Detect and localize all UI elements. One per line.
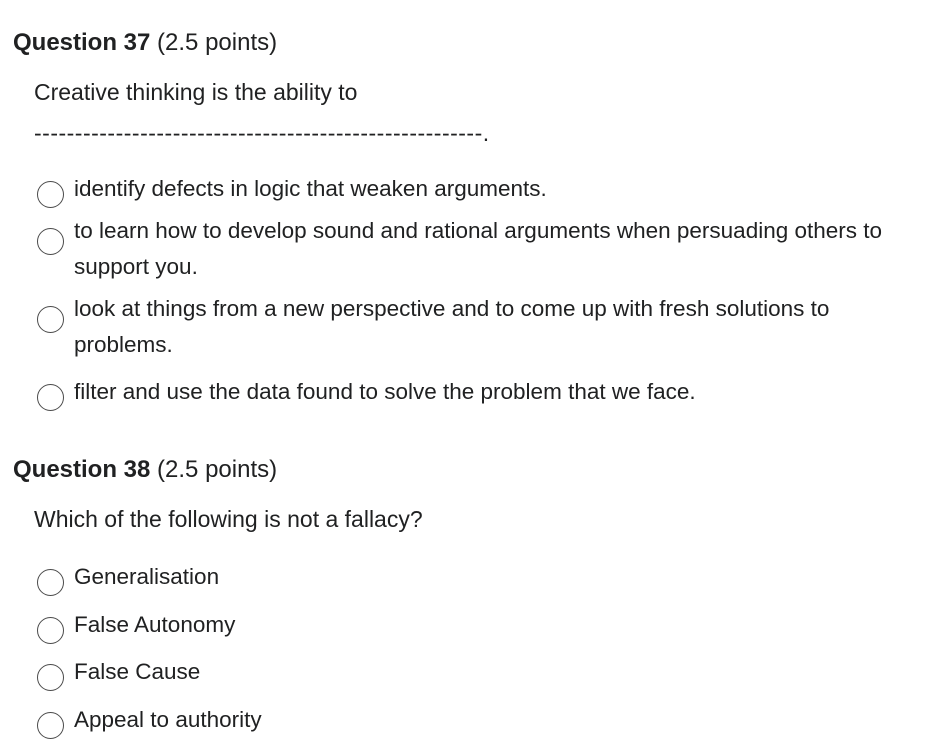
question-title <box>13 28 277 58</box>
option-label[interactable]: False Autonomy <box>74 612 236 637</box>
option-label[interactable]: identify defects in logic that weaken arguments. <box>74 176 547 201</box>
question-title <box>13 455 277 485</box>
radio-button[interactable] <box>37 384 64 411</box>
question-number: Question 37 <box>13 29 151 56</box>
question-number: Question 38 <box>13 456 151 483</box>
fill-in-blank-line: -------------------------------------------------------. <box>34 120 490 146</box>
radio-button[interactable] <box>37 306 64 333</box>
radio-button[interactable] <box>37 617 64 644</box>
radio-button[interactable] <box>37 181 64 208</box>
question-text: Creative thinking is the ability to <box>34 79 358 105</box>
question-text: Which of the following is not a fallacy? <box>34 506 423 532</box>
option-label[interactable]: Appeal to authority <box>74 707 262 732</box>
option-label[interactable]: to learn how to develop sound and rational arguments when persuading others to support you. <box>74 218 883 279</box>
option-label[interactable]: False Cause <box>74 659 201 684</box>
radio-button[interactable] <box>37 712 64 739</box>
option-label[interactable]: Generalisation <box>74 564 220 589</box>
option-label[interactable]: look at things from a new perspective and to come up with fresh solutions to problems. <box>74 296 830 357</box>
radio-button[interactable] <box>37 664 64 691</box>
radio-button[interactable] <box>37 569 64 596</box>
question-points: (2.5 points) <box>157 29 278 56</box>
radio-button[interactable] <box>37 228 64 255</box>
question-points: (2.5 points) <box>157 456 278 483</box>
option-label[interactable]: filter and use the data found to solve the problem that we face. <box>74 379 696 404</box>
